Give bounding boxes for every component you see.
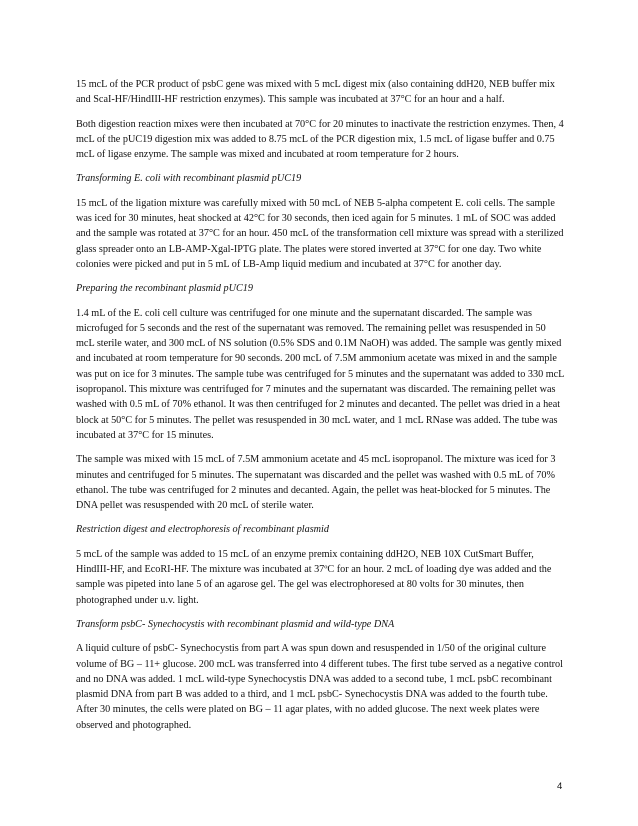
heading-transform-synechocystis: Transform psbC- Synechocystis with recombinant plasmid and wild-type DNA	[76, 618, 395, 630]
paragraph-plasmid-prep: 1.4 mL of the E. coli cell culture was centrifuged for one minute and the supernatant discarded. The sample was microfuged for 5 seconds and the rest of the supernatant was removed. The remaining pellet was resuspended in 50 mcL sterile water, and 300 mcL of NS solution (0.5% SDS and 0.1M NaOH) was added. The sample was gently mixed and incubated at room temperature for 90 seconds. 200 mcL of 7.5M ammonium acetate was mixed in and the sample was put on ice for 3 minutes. The sample tube was centrifuged for 5 minutes and the supernatant was added to 330 mcL isopropanol. This mixture was centrifuged for 7 minutes and the supernatant was discarded. The remaining pellet was washed with 0.5 mL of 70% ethanol. It was then centrifuged for 2 minutes and decanted. The pellet was dried in a heat block at 50°C for 5 minutes. The pellet was resuspended in 30 mcL water, and 1 mcL RNase was added. The tube was incubated at 37°C for 15 minutes.	[76, 307, 565, 441]
paragraph-ligation: Both digestion reaction mixes were then incubated at 70°C for 20 minutes to inactivate the restriction enzymes. Then, 4 mcL of the pUC19 digestion mix was added to 8.75 mcL of the PCR digestion mix, 1.5 mcL of ligase buffer and 0.75 mcL of ligase enzyme. The sample was mixed and incubated at room temperature for 2 hours.	[76, 118, 564, 161]
paragraph-pcr-digest: 15 mcL of the PCR product of psbC gene was mixed with 5 mcL digest mix (also containing ddH20, NEB buffer mix and ScaI-HF/HindIII-HF restriction enzymes). This sample was incubated at 37°C for an hour and a half.	[76, 79, 555, 106]
heading-preparing-plasmid: Preparing the recombinant plasmid pUC19	[76, 283, 253, 295]
heading-transforming-ecoli: Transforming E. coli with recombinant plasmid pUC19	[76, 173, 302, 185]
paragraph-synechocystis: A liquid culture of psbC- Synechocystis from part A was spun down and resuspended in 1/50 of the original culture volume of BG – 11+ glucose. 200 mcL was transferred into 4 different tubes. The first tube served as a negative control and no DNA was added. 1 mcL wild-type Synechocystis DNA was added to a second tube, 1 mcL psbC recombinant plasmid DNA from part B was added to a third, and 1 mcL psbC- Synechocystis DNA was added to the fourth tube. After 30 minutes, the cells were plated on BG – 11 agar plates, with no added glucose. The next week plates were observed and photographed.	[76, 643, 563, 731]
heading-restriction-digest: Restriction digest and electrophoresis of recombinant plasmid	[76, 524, 329, 536]
paragraph-transformation: 15 mcL of the ligation mixture was carefully mixed with 50 mcL of NEB 5-alpha competent E. coli cells. The sample was iced for 30 minutes, heat shocked at 42°C for 30 seconds, then iced again for 5 minutes. 1 mL of SOC was added and the sample was rotated at 37°C for an hour. 450 mcL of the transformation cell mixture was spread with a sterilized glass spreader onto an LB-AMP-Xgal-IPTG plate. The plates were stored inverted at 37°C for one day. Two white colonies were picked and put in 5 mL of LB-Amp liquid medium and incubated at 37°C for another day.	[76, 197, 564, 270]
paragraph-electrophoresis: 5 mcL of the sample was added to 15 mcL of an enzyme premix containing ddH2O, NEB 10X CutSmart Buffer, HindIII-HF, and EcoRI-HF. The mixture was incubated at 37ºC for an hour. 2 mcL of loading dye was added and the sample was pipeted into lane 5 of an agarose gel. The gel was electrophoresed at 80 volts for 30 minutes, then photographed under u.v. light.	[76, 548, 552, 606]
paragraph-dna-precipitation: The sample was mixed with 15 mcL of 7.5M ammonium acetate and 45 mcL isopropanol. The mixture was iced for 3 minutes and centrifuged for 5 minutes. The supernatant was discarded and the pellet was washed with 0.5 mL of 70% ethanol. The tube was centrifuged for 2 minutes and decanted. Again, the pellet was heat-blocked for 5 minutes. The DNA pellet was resuspended with 20 mcL of sterile water.	[76, 454, 556, 512]
page-number: 4	[557, 781, 563, 792]
document-body	[76, 77, 566, 742]
